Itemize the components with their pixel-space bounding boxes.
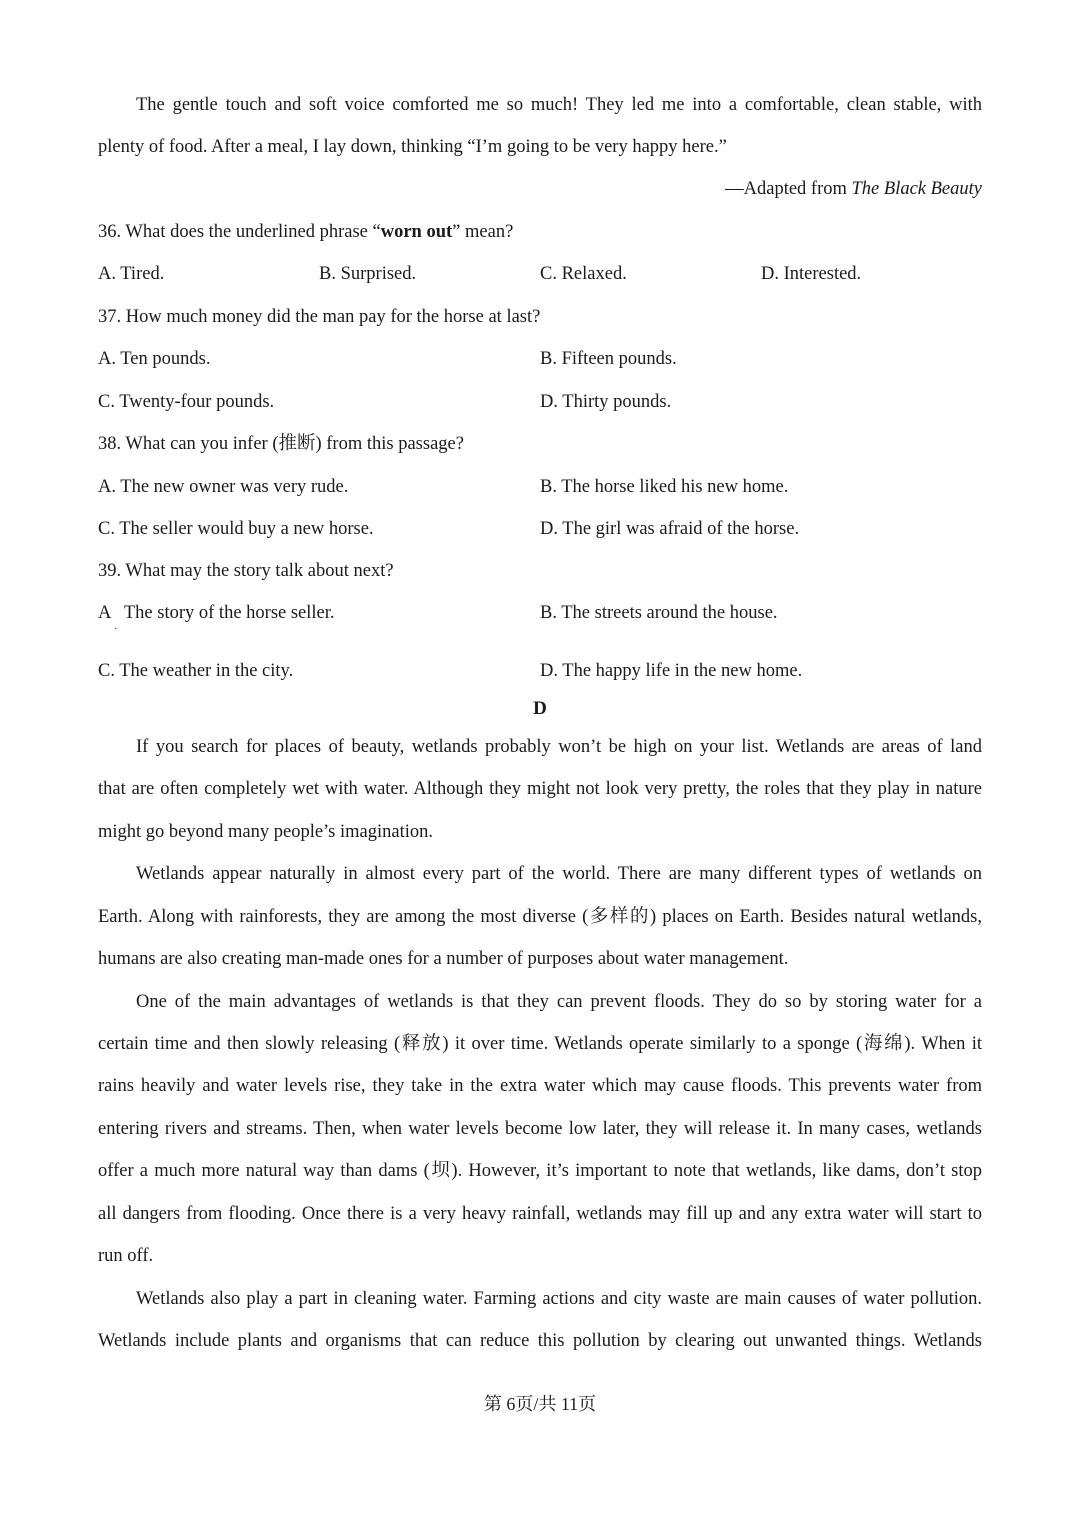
paragraph-line: humans are also creating man-made ones for a number of purposes about water management. (98, 949, 789, 969)
question-38-stem: 38. What can you infer (推断) from this passage? (98, 434, 464, 454)
question-36-stem (98, 221, 513, 243)
source-title: The Black Beauty (851, 179, 982, 199)
page-number: 第 6页/共 11页 (483, 1394, 597, 1414)
paragraph-line: offer a much more natural way than dams (坝). However, it’s important to note that wetlands, like dams, don’t stop (98, 1161, 982, 1181)
passage-c-line: The gentle touch and soft voice comforted me so much! They led me into a comfortable, clean stable, with (136, 95, 982, 115)
paragraph-line: Wetlands appear naturally in almost every part of the world. There are many different types of wetlands on (136, 864, 982, 884)
paragraph-line: that are often completely wet with water. Although they might not look very pretty, the roles that they play in nature (98, 779, 982, 799)
stem-text: 36. What does the underlined phrase “ (98, 222, 381, 242)
passage-source (725, 178, 982, 200)
paragraph-line: run off. (98, 1246, 154, 1266)
option-36-c: C. Relaxed. (540, 264, 627, 284)
option-39-a: A The story of the horse seller. (98, 603, 335, 623)
paragraph-line: If you search for places of beauty, wetlands probably won’t be high on your list. Wetlands are areas of land (136, 737, 982, 757)
option-37-a: A. Ten pounds. (98, 349, 211, 369)
paragraph-line: One of the main advantages of wetlands is that they can prevent floods. They do so by storing water for a (136, 992, 982, 1012)
stem-text: ” mean? (452, 222, 514, 242)
paragraph-line: Wetlands also play a part in cleaning water. Farming actions and city waste are main causes of water pollution. (136, 1289, 982, 1309)
question-39-stem: 39. What may the story talk about next? (98, 561, 394, 581)
passage-c-line: plenty of food. After a meal, I lay down, thinking “I’m going to be very happy here.” (98, 137, 727, 157)
paragraph-line: Wetlands include plants and organisms that can reduce this pollution by clearing out unwanted things. Wetlands (98, 1331, 982, 1351)
option-38-c: C. The seller would buy a new horse. (98, 519, 374, 539)
option-37-b: B. Fifteen pounds. (540, 349, 677, 369)
paragraph-line: certain time and then slowly releasing (释放) it over time. Wetlands operate similarly to a sponge (海绵). When it (98, 1034, 982, 1054)
paragraph-line: all dangers from flooding. Once there is a very heavy rainfall, wetlands may fill up and any extra water will start to (98, 1204, 982, 1224)
option-37-d: D. Thirty pounds. (540, 392, 672, 412)
option-36-a: A. Tired. (98, 264, 165, 284)
question-37-stem: 37. How much money did the man pay for the horse at last? (98, 307, 541, 327)
source-prefix: —Adapted from (725, 179, 852, 199)
option-36-b: B. Surprised. (319, 264, 417, 284)
option-39-c: C. The weather in the city. (98, 661, 294, 681)
stem-underlined-phrase: worn out (380, 222, 453, 242)
option-39-d: D. The happy life in the new home. (540, 661, 803, 681)
option-36-d: D. Interested. (761, 264, 862, 284)
option-38-b: B. The horse liked his new home. (540, 477, 789, 497)
option-38-d: D. The girl was afraid of the horse. (540, 519, 800, 539)
paragraph-line: entering rivers and streams. Then, when water levels become low later, they will release it. In many cases, wetlands (98, 1119, 982, 1139)
option-38-a: A. The new owner was very rude. (98, 477, 349, 497)
paragraph-line: rains heavily and water levels rise, they take in the extra water which may cause floods. This prevents water from (98, 1076, 982, 1096)
stray-dot-mark: · (114, 624, 118, 635)
passage-d-heading: D (533, 698, 547, 719)
paragraph-line: might go beyond many people’s imagination. (98, 822, 434, 842)
option-39-b: B. The streets around the house. (540, 603, 778, 623)
paragraph-line: Earth. Along with rainforests, they are among the most diverse (多样的) places on Earth. Besides natural wetlands, (98, 907, 982, 927)
option-37-c: C. Twenty-four pounds. (98, 392, 275, 412)
